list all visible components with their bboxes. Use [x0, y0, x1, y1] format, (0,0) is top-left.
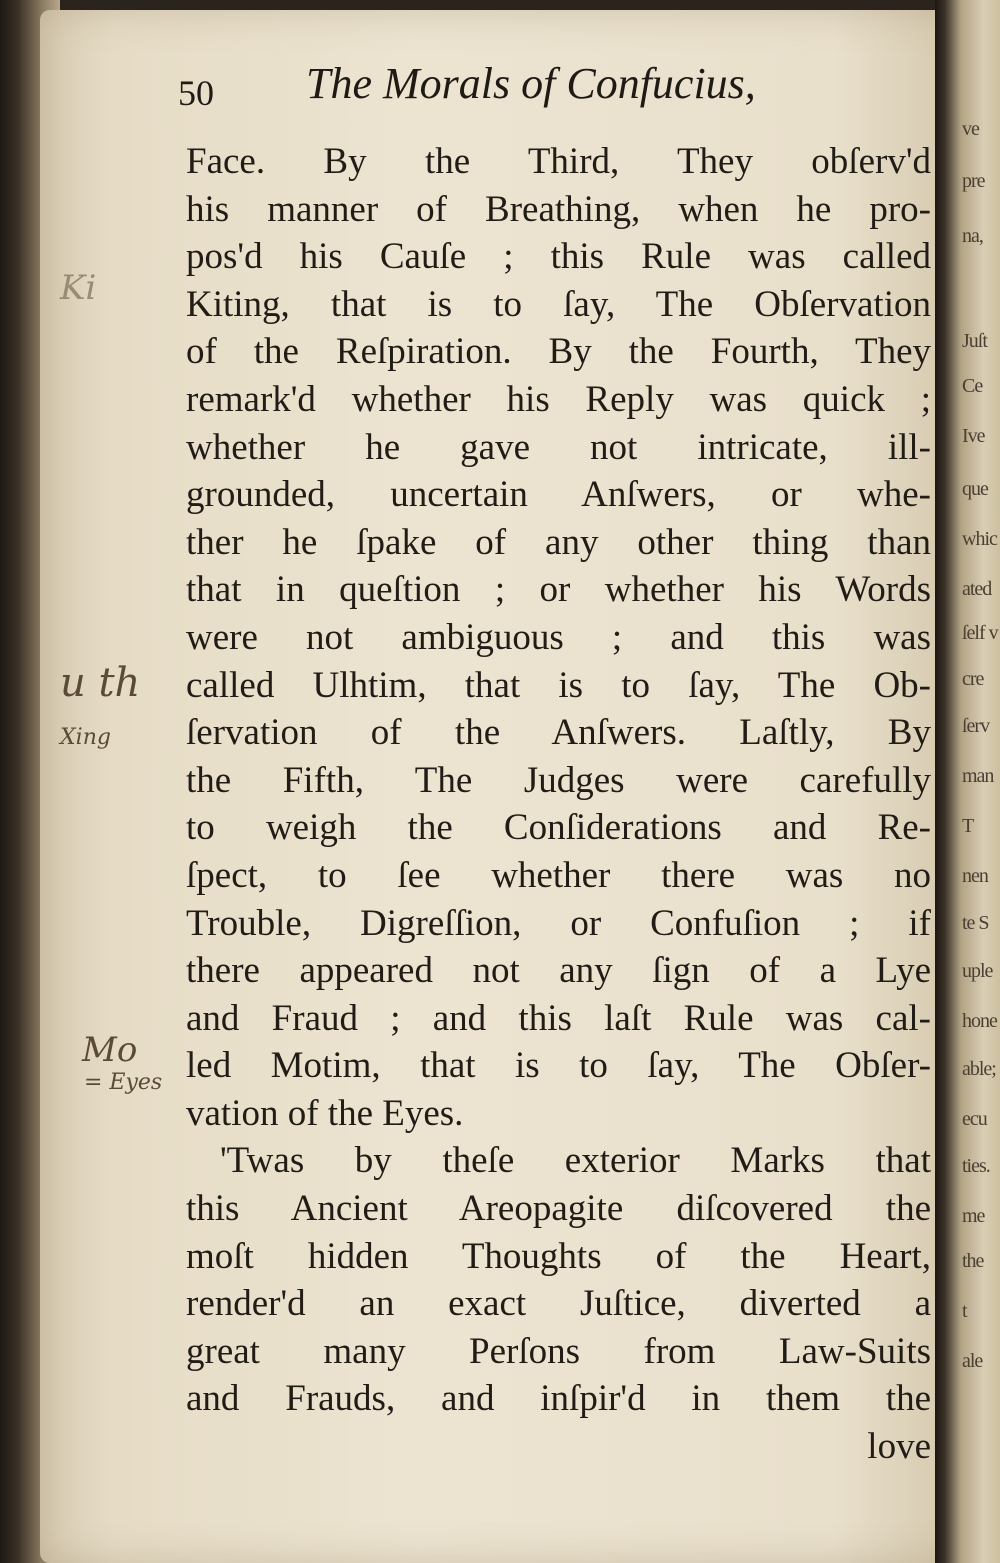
facing-page-fragment: cre — [962, 668, 984, 690]
facing-page-fragment: able; — [962, 1058, 996, 1080]
text-line: remark'd whether his Reply was quick ; — [186, 378, 931, 420]
facing-page-fragment: pre — [962, 170, 985, 192]
text-line: and Fraud ; and this laſt Rule was cal- — [186, 997, 931, 1039]
facing-page-fragment: t — [962, 1300, 967, 1322]
facing-page-fragment: ties. — [962, 1155, 990, 1177]
text-line: of the Reſpiration. By the Fourth, They — [186, 331, 931, 373]
running-title: The Morals of Confucius, — [306, 59, 756, 108]
facing-page-fragment: Ce — [962, 375, 983, 397]
text-line: ther he ſpake of any other thing than — [186, 521, 931, 563]
facing-page-fragment: nen — [962, 865, 988, 887]
marginal-annotation: u th — [60, 660, 141, 706]
text-line: were not ambiguous ; and this was — [186, 616, 931, 658]
facing-page-fragment: ſerv — [962, 715, 990, 737]
text-line: ſervation of the Anſwers. Laſtly, By — [186, 712, 931, 754]
marginal-annotation: Ki — [60, 268, 97, 308]
marginal-annotation: = Eyes — [84, 1070, 163, 1095]
facing-page-fragment: ale — [962, 1350, 983, 1372]
facing-page-fragment: na, — [962, 225, 983, 247]
facing-page-fragment: Juſt — [962, 330, 987, 352]
page-header — [178, 58, 928, 128]
text-line: his manner of Breathing, when he pro- — [186, 188, 931, 230]
facing-page-fragment: T — [962, 815, 974, 837]
text-line: vation of the Eyes. — [186, 1092, 464, 1134]
text-line: whether he gave not intricate, ill- — [186, 426, 931, 468]
text-line: led Motim, that is to ſay, The Obſer- — [186, 1045, 931, 1087]
text-line: to weigh the Conſiderations and Re- — [186, 807, 931, 849]
facing-page-fragment: que — [962, 478, 988, 500]
marginal-annotation: Mo — [82, 1030, 138, 1070]
facing-page-fragment: me — [962, 1205, 985, 1227]
text-line: great many Perſons from Law-Suits — [186, 1330, 931, 1372]
text-line: this Ancient Areopagite diſcovered the — [186, 1188, 931, 1230]
facing-page-fragment: man — [962, 765, 994, 787]
facing-page-fragment: ated — [962, 578, 992, 600]
facing-page-fragment: the — [962, 1250, 984, 1272]
facing-page-fragment: Ive — [962, 425, 985, 447]
facing-page-fragment: hone — [962, 1010, 997, 1032]
text-line: render'd an exact Juſtice, diverted a — [186, 1283, 931, 1325]
text-line: and Frauds, and inſpir'd in them the — [186, 1378, 931, 1420]
page-number: 50 — [178, 73, 214, 113]
text-line: Face. By the Third, They obſerv'd — [186, 141, 931, 182]
catchword: love — [867, 1426, 931, 1468]
facing-page-fragment: ve — [962, 118, 979, 140]
body-text — [186, 138, 931, 1471]
text-line: that in queſtion ; or whether his Words — [186, 569, 931, 611]
marginal-annotation: Xing — [60, 725, 111, 750]
facing-page-fragment: te S — [962, 912, 989, 934]
text-line: there appeared not any ſign of a Lye — [186, 950, 931, 992]
facing-page-fragment: whic — [962, 528, 997, 550]
facing-page-fragment: ſelf v — [962, 622, 998, 644]
text-line: moſt hidden Thoughts of the Heart, — [186, 1235, 931, 1277]
text-line: Trouble, Digreſſion, or Confuſion ; if — [186, 902, 931, 944]
facing-page-fragment: uple — [962, 960, 993, 982]
facing-page-fragment: ecu — [962, 1108, 987, 1130]
text-line: ſpect, to ſee whether there was no — [186, 854, 931, 896]
text-line: grounded, uncertain Anſwers, or whe- — [186, 474, 931, 516]
text-line: the Fifth, The Judges were carefully — [186, 759, 931, 801]
text-line: called Ulhtim, that is to ſay, The Ob- — [186, 664, 931, 706]
text-line: Kiting, that is to ſay, The Obſervation — [186, 283, 931, 325]
text-line: 'Twas by theſe exterior Marks that — [220, 1140, 931, 1182]
text-line: pos'd his Cauſe ; this Rule was called — [186, 236, 931, 278]
